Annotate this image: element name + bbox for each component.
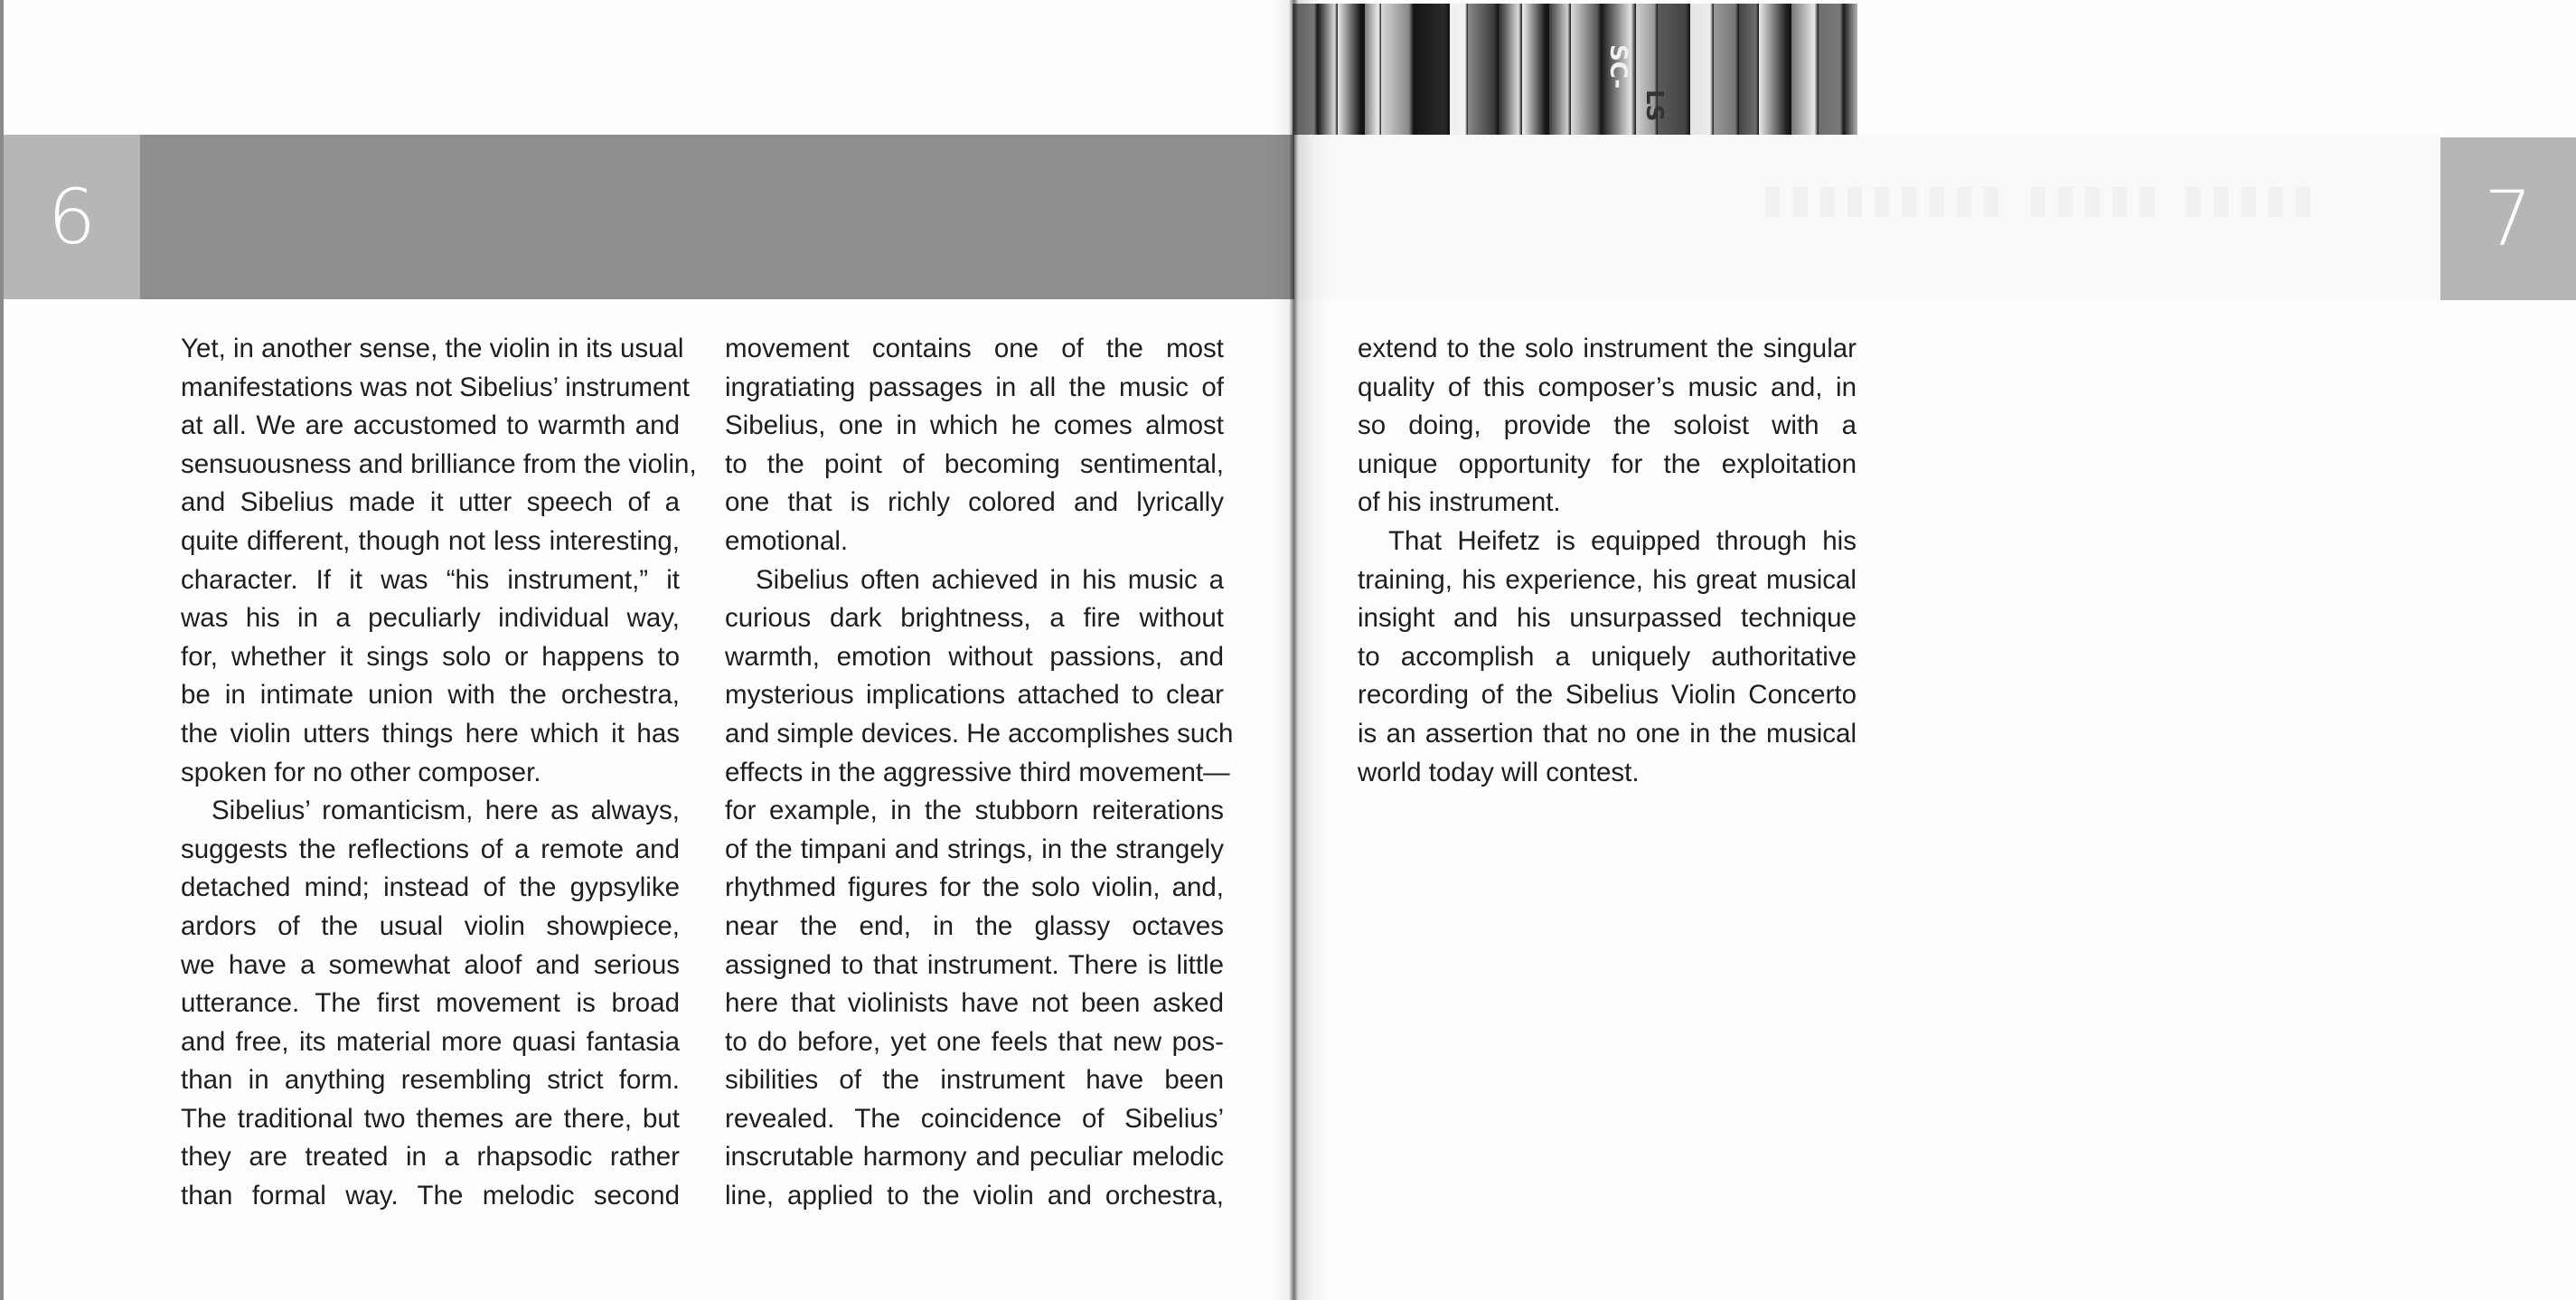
- text-line: spoken for no other composer.: [181, 757, 541, 787]
- text-line: revealed. The coincidence of Sibelius’: [725, 1103, 1224, 1134]
- record-spine: [1791, 4, 1819, 135]
- text-line: so doing, provide the soloist with a: [1358, 410, 1857, 441]
- text-line: character. If it was “his instrument,” it: [181, 564, 680, 595]
- text-line: effects in the aggressive third movement—: [725, 757, 1230, 787]
- page-number-box: [2440, 137, 2576, 300]
- text-line: quite different, though not less interesting,: [181, 525, 680, 556]
- text-line: utterance. The first movement is broad: [181, 988, 680, 1019]
- text-column-3: [1358, 330, 1857, 792]
- text-line: sibilities of the instrument have been: [725, 1065, 1224, 1096]
- text-line: was his in a peculiarly individual way,: [181, 603, 680, 634]
- spine-label: SC-: [1604, 44, 1631, 89]
- text-line: inscrutable harmony and peculiar melodic: [725, 1142, 1224, 1173]
- text-line: and free, its material more quasi fantasia: [181, 1026, 680, 1057]
- record-spine: [1714, 4, 1739, 135]
- record-spine: [1450, 4, 1468, 135]
- text-line: warmth, emotion without passions, and: [725, 641, 1224, 672]
- text-line: Sibelius often achieved in his music a: [756, 564, 1224, 595]
- record-spine: [1499, 4, 1522, 135]
- text-line: unique opportunity for the exploitation: [1358, 448, 1857, 479]
- text-column-2: [725, 330, 1234, 1216]
- text-line: and Sibelius made it utter speech of a: [181, 487, 680, 518]
- record-spine: [1365, 4, 1381, 135]
- text-line: of the timpani and strings, in the strangely: [725, 834, 1224, 864]
- page-number: 6: [47, 173, 97, 261]
- text-line: movement contains one of the most: [725, 334, 1224, 363]
- record-spine: [1338, 4, 1365, 135]
- record-spine: [1739, 4, 1759, 135]
- header-band: [140, 135, 1294, 299]
- spine-label: LS: [1641, 89, 1668, 122]
- text-line: curious dark brightness, a fire without: [725, 603, 1224, 634]
- page-number: 7: [2484, 174, 2533, 263]
- text-line: training, his experience, his great musical: [1358, 564, 1857, 595]
- text-line: insight and his unsurpassed technique: [1358, 603, 1857, 634]
- text-column-1: [181, 330, 697, 1216]
- text-line: ardors of the usual violin showpiece,: [181, 910, 680, 941]
- text-line: The traditional two themes are there, but: [181, 1103, 680, 1134]
- record-spines-photo: [1293, 4, 1857, 135]
- text-line: at all. We are accustomed to warmth and: [181, 410, 680, 441]
- text-line: Sibelius, one in which he comes almost: [725, 410, 1224, 441]
- text-line: be in intimate union with the orchestra,: [181, 680, 680, 711]
- text-line: than in anything resembling strict form.: [181, 1065, 680, 1096]
- text-line: they are treated in a rhapsodic rather: [181, 1142, 680, 1173]
- text-line: to do before, yet one feels that new pos-: [725, 1026, 1224, 1057]
- text-line: world today will contest.: [1358, 757, 1640, 787]
- text-line: detached mind; instead of the gypsylike: [181, 872, 680, 903]
- record-spine: [1414, 4, 1450, 135]
- record-spine: [1293, 4, 1318, 135]
- text-line: mysterious implications attached to clear: [725, 680, 1224, 711]
- text-line: quality of this composer’s music and, in: [1358, 372, 1857, 402]
- record-spine: [1759, 4, 1791, 135]
- text-line: recording of the Sibelius Violin Concerto: [1358, 680, 1857, 711]
- text-line: sensuousness and brilliance from the violin,: [181, 448, 697, 479]
- text-line: That Heifetz is equipped through his: [1388, 525, 1857, 556]
- text-line: line, applied to the violin and orchestra,: [725, 1181, 1224, 1211]
- text-line: we have a somewhat aloof and serious: [181, 949, 680, 980]
- record-spine: [1549, 4, 1571, 135]
- text-line: is an assertion that no one in the musical: [1358, 718, 1857, 749]
- text-line: assigned to that instrument. There is little: [725, 949, 1224, 980]
- text-line: to accomplish a uniquely authoritative: [1358, 641, 1857, 672]
- text-line: Sibelius’ romanticism, here as always,: [212, 796, 680, 826]
- text-line: rhythmed figures for the solo violin, and,: [725, 872, 1224, 903]
- page-number-box: [4, 135, 140, 299]
- record-spine: [1522, 4, 1549, 135]
- text-line: near the end, in the glassy octaves: [725, 910, 1224, 941]
- bleed-through-text: ▮▮▮▮▮ ▮▮▮▮▮ ▮▮▮▮▮▮▮▮▮: [1756, 176, 2314, 222]
- text-line: and simple devices. He accomplishes such: [725, 718, 1234, 749]
- record-spine: [1819, 4, 1844, 135]
- text-line: suggests the reflections of a remote and: [181, 834, 680, 864]
- text-line: for example, in the stubborn reiterations: [725, 796, 1224, 826]
- text-line: emotional.: [725, 525, 849, 556]
- text-line: one that is richly colored and lyrically: [725, 487, 1224, 518]
- record-spine: [1318, 4, 1338, 135]
- text-line: to the point of becoming sentimental,: [725, 448, 1224, 479]
- text-line: the violin utters things here which it has: [181, 718, 680, 749]
- text-line: Yet, in another sense, the violin in its usual: [181, 334, 684, 363]
- text-line: of his instrument.: [1358, 487, 1561, 518]
- record-spine: [1844, 4, 1857, 135]
- text-line: for, whether it sings solo or happens to: [181, 641, 680, 672]
- text-line: ingratiating passages in all the music of: [725, 372, 1224, 402]
- record-spine: [1571, 4, 1602, 135]
- record-spine: [1381, 4, 1414, 135]
- text-line: extend to the solo instrument the singular: [1358, 334, 1857, 363]
- text-line: here that violinists have not been asked: [725, 988, 1224, 1019]
- record-spine: [1690, 4, 1714, 135]
- text-line: manifestations was not Sibelius’ instrument: [181, 372, 690, 402]
- record-spine: [1468, 4, 1499, 135]
- text-line: than formal way. The melodic second: [181, 1181, 680, 1211]
